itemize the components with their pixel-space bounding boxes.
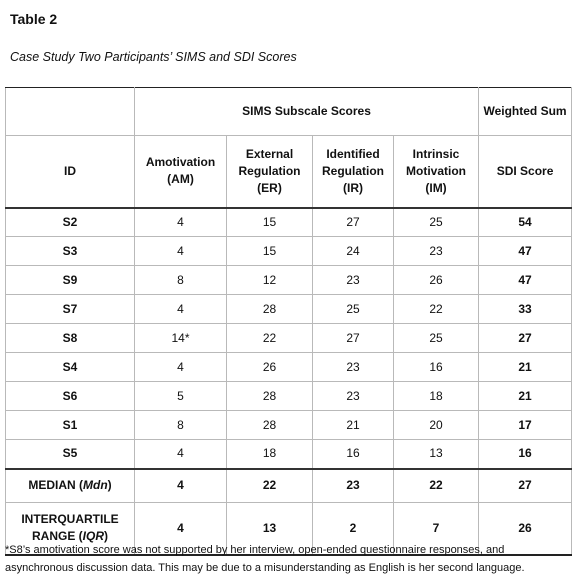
col-header-er: External Regulation (ER) (227, 136, 313, 208)
cell-im: 20 (394, 411, 479, 440)
cell-er: 15 (227, 208, 313, 237)
cell-id: S5 (6, 440, 135, 469)
cell-im: 13 (394, 440, 479, 469)
cell-am: 4 (135, 353, 227, 382)
cell-er: 15 (227, 237, 313, 266)
median-label: MEDIAN (Mdn) (6, 469, 135, 503)
sims-subscale-header: SIMS Subscale Scores (135, 88, 479, 136)
cell-ir: 27 (313, 324, 394, 353)
cell-im: 22 (394, 295, 479, 324)
cell-er: 12 (227, 266, 313, 295)
scores-table (5, 87, 572, 556)
cell-am: 5 (135, 382, 227, 411)
cell-er: 28 (227, 411, 313, 440)
cell-am: 8 (135, 266, 227, 295)
cell-ir: 21 (313, 411, 394, 440)
cell-am: 4 (135, 295, 227, 324)
cell-id: S2 (6, 208, 135, 237)
cell-ir: 25 (313, 295, 394, 324)
cell-id: S4 (6, 353, 135, 382)
cell-ir: 23 (313, 382, 394, 411)
cell-er: 28 (227, 295, 313, 324)
cell-im: 18 (394, 382, 479, 411)
median-am: 4 (135, 469, 227, 503)
cell-id: S6 (6, 382, 135, 411)
cell-sdi: 47 (479, 266, 572, 295)
cell-im: 16 (394, 353, 479, 382)
cell-im: 23 (394, 237, 479, 266)
cell-sdi: 21 (479, 382, 572, 411)
table-row (6, 208, 572, 237)
cell-im: 25 (394, 324, 479, 353)
cell-id: S8 (6, 324, 135, 353)
iqr-label: INTERQUARTILE RANGE (IQR) (6, 503, 135, 555)
header-blank (6, 88, 135, 136)
col-header-am: Amotivation (AM) (135, 136, 227, 208)
iqr-sdi: 26 (479, 503, 572, 555)
cell-er: 18 (227, 440, 313, 469)
table-row (6, 295, 572, 324)
cell-ir: 24 (313, 237, 394, 266)
cell-id: S1 (6, 411, 135, 440)
table-caption: Case Study Two Participants’ SIMS and SDI Scores (10, 50, 297, 64)
table-row (6, 411, 572, 440)
iqr-im: 7 (394, 503, 479, 555)
cell-sdi: 54 (479, 208, 572, 237)
cell-am: 4 (135, 237, 227, 266)
col-header-ir: Identified Regulation (IR) (313, 136, 394, 208)
cell-im: 25 (394, 208, 479, 237)
table-footnote: *S8’s amotivation score was not supported by her interview, open-ended questionnaire responses, and asynchronous discussion data. This may be due to a misunderstanding as English is her second language. (5, 544, 525, 574)
table-row (6, 237, 572, 266)
cell-er: 26 (227, 353, 313, 382)
cell-ir: 27 (313, 208, 394, 237)
table-row (6, 382, 572, 411)
col-header-sdi: SDI Score (479, 136, 572, 208)
iqr-er: 13 (227, 503, 313, 555)
table-row (6, 266, 572, 295)
cell-am: 14* (135, 324, 227, 353)
cell-im: 26 (394, 266, 479, 295)
cell-id: S7 (6, 295, 135, 324)
cell-id: S3 (6, 237, 135, 266)
cell-ir: 23 (313, 353, 394, 382)
cell-er: 28 (227, 382, 313, 411)
cell-am: 4 (135, 440, 227, 469)
median-er: 22 (227, 469, 313, 503)
col-header-im: Intrinsic Motivation (IM) (394, 136, 479, 208)
median-ir: 23 (313, 469, 394, 503)
table-row (6, 324, 572, 353)
median-sdi: 27 (479, 469, 572, 503)
cell-er: 22 (227, 324, 313, 353)
cell-am: 8 (135, 411, 227, 440)
cell-ir: 23 (313, 266, 394, 295)
cell-sdi: 47 (479, 237, 572, 266)
cell-am: 4 (135, 208, 227, 237)
iqr-ir: 2 (313, 503, 394, 555)
table-row (6, 440, 572, 469)
cell-sdi: 16 (479, 440, 572, 469)
table-row (6, 353, 572, 382)
iqr-am: 4 (135, 503, 227, 555)
cell-sdi: 27 (479, 324, 572, 353)
cell-sdi: 21 (479, 353, 572, 382)
cell-id: S9 (6, 266, 135, 295)
weighted-sum-header: Weighted Sum (479, 88, 572, 136)
col-header-id: ID (6, 136, 135, 208)
median-row (6, 469, 572, 503)
table-title: Table 2 (10, 11, 58, 27)
cell-ir: 16 (313, 440, 394, 469)
cell-sdi: 33 (479, 295, 572, 324)
cell-sdi: 17 (479, 411, 572, 440)
median-im: 22 (394, 469, 479, 503)
